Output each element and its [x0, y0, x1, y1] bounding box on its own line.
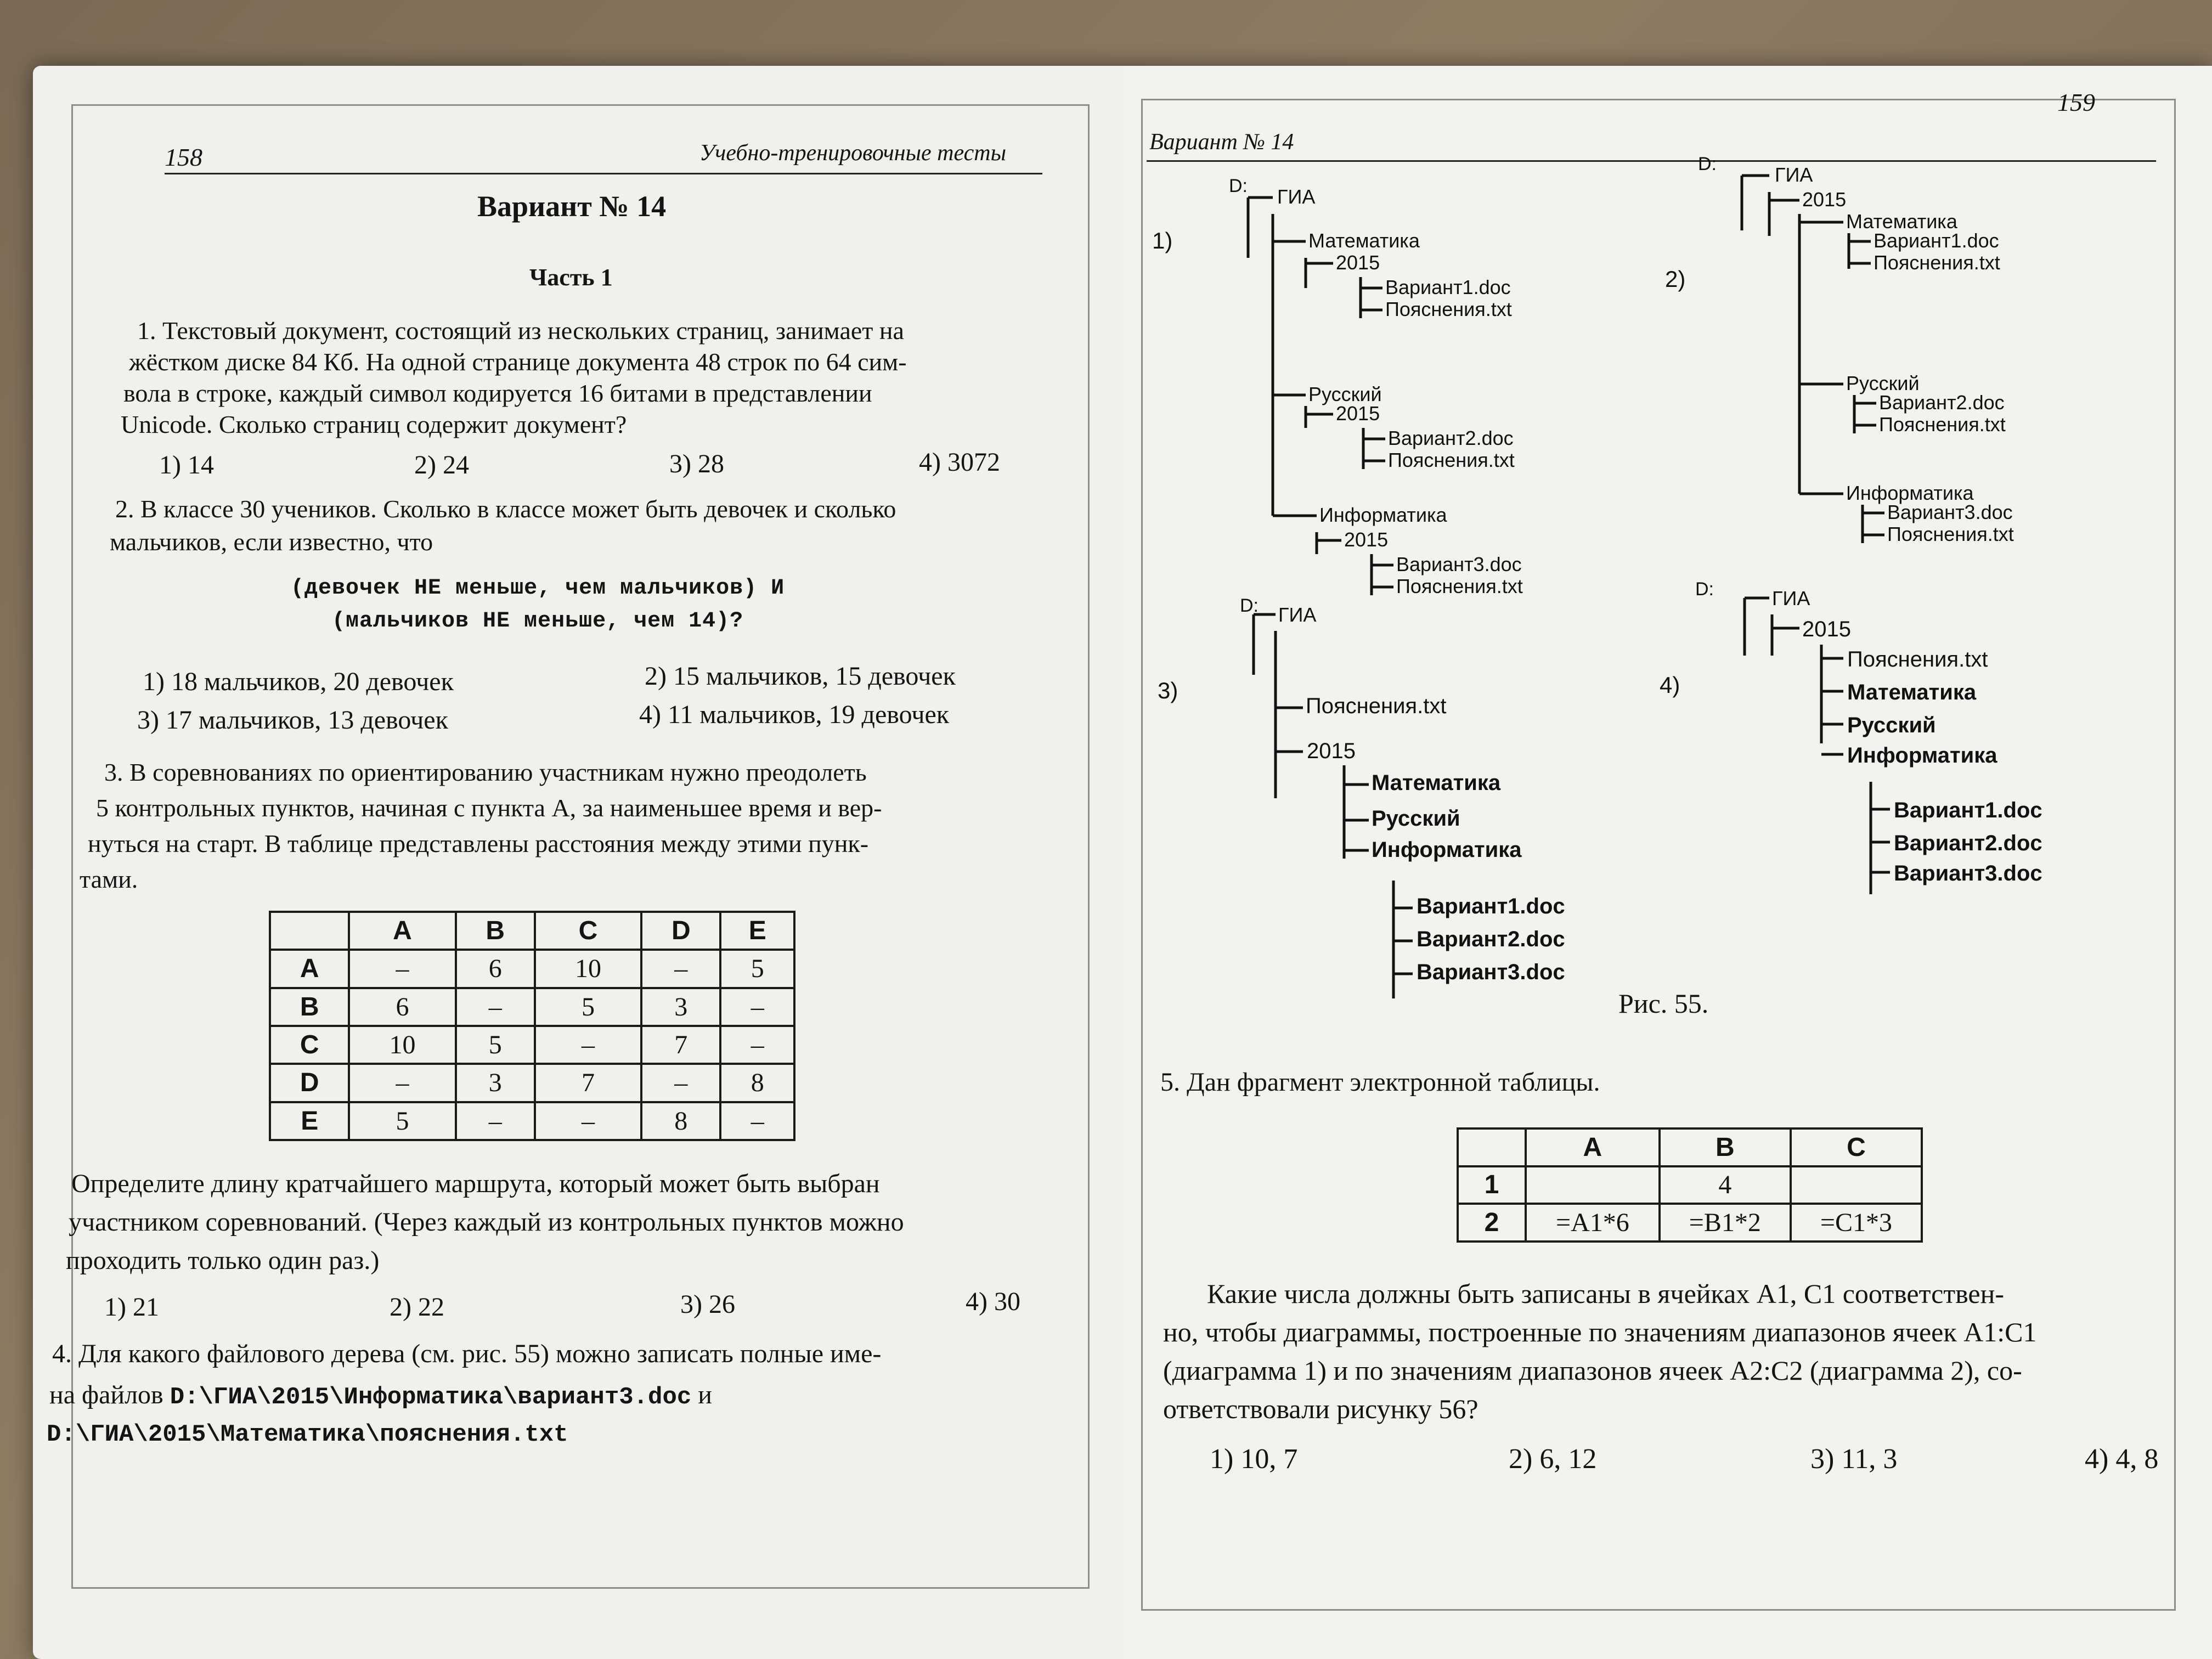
q1-line: вола в строке, каждый символ кодируется 16 битами в представлении: [123, 379, 872, 407]
tree-drive: D:: [1240, 595, 1259, 616]
part-title: Часть 1: [529, 264, 613, 291]
tree-node: Вариант2.doc: [1388, 427, 1514, 449]
tree-node: Русский: [1308, 383, 1382, 405]
q5-line: ответствовали рисунку 56?: [1163, 1393, 1479, 1424]
tree-node: Пояснения.txt: [1388, 449, 1515, 471]
tree-node: Вариант2.doc: [1879, 391, 2005, 414]
q1-line: жёстком диске 84 Кб. На одной странице документа 48 строк по 64 сим-: [129, 348, 907, 376]
spreadsheet-table: [1457, 1127, 1923, 1243]
table-cell: –: [720, 988, 794, 1026]
table-cell: 3: [641, 988, 720, 1026]
table-cell: –: [535, 1102, 641, 1140]
q3-answer: 4) 30: [966, 1287, 1020, 1316]
tree-node: Пояснения.txt: [1874, 251, 2000, 274]
table-cell: E: [720, 912, 794, 950]
table-row: [270, 1026, 794, 1064]
table-cell: 7: [641, 1026, 720, 1064]
table-cell: B: [456, 912, 535, 950]
q3-answer: 1) 21: [104, 1293, 159, 1322]
table-cell: 7: [535, 1064, 641, 1102]
tree-node: ГИА: [1772, 587, 1810, 610]
q3-line: 3. В соревнованиях по ориентированию участникам нужно преодолеть: [104, 758, 867, 786]
q4-text: на файлов: [49, 1380, 170, 1409]
table-cell: –: [641, 950, 720, 988]
table-cell: –: [535, 1026, 641, 1064]
tree-node: Математика: [1372, 771, 1501, 795]
q1-line: 1. Текстовый документ, состоящий из нескольких страниц, занимает на: [137, 317, 904, 345]
table-cell: 3: [456, 1064, 535, 1102]
q5-answer: 4) 4, 8: [2085, 1443, 2159, 1475]
tree-node: Информатика: [1847, 743, 1997, 768]
running-title: Вариант № 14: [1149, 129, 1294, 155]
q3-answer: 2) 22: [390, 1293, 444, 1322]
right-page: [1125, 66, 2212, 1659]
tree-drive: D:: [1695, 579, 1714, 600]
table-cell: C: [535, 912, 641, 950]
q2-answer: 4) 11 мальчиков, 19 девочек: [639, 700, 950, 729]
tree-node: Вариант1.doc: [1894, 798, 2042, 822]
table-row: [1458, 1204, 1922, 1242]
table-row: [270, 988, 794, 1026]
q3-after-line: участником соревнований. (Через каждый из контрольных пунктов можно: [69, 1207, 904, 1237]
tree-node: 2015: [1802, 188, 1847, 211]
left-page: [33, 66, 1114, 1659]
table-cell: C: [1791, 1128, 1922, 1166]
q5-line: Какие числа должны быть записаны в ячейках A1, C1 соответствен-: [1207, 1278, 2005, 1309]
q1-answer: 1) 14: [159, 450, 214, 479]
table-cell: C: [270, 1026, 349, 1064]
table-cell: 4: [1660, 1166, 1791, 1204]
q4-line: [49, 1380, 712, 1413]
tree-node: Русский: [1846, 372, 1920, 394]
q5-answer: 3) 11, 3: [1810, 1443, 1898, 1475]
q5-answer: 2) 6, 12: [1509, 1443, 1597, 1475]
q3-after-line: Определите длину кратчайшего маршрута, который может быть выбран: [71, 1169, 880, 1198]
table-cell: B: [270, 988, 349, 1026]
table-cell: D: [270, 1064, 349, 1102]
tree-node: 2015: [1307, 739, 1356, 763]
tree-node: 2015: [1802, 617, 1851, 641]
q1-answer: 3) 28: [669, 449, 724, 478]
table-cell: 8: [641, 1102, 720, 1140]
distance-table: [269, 911, 795, 1141]
table-cell: 2: [1458, 1204, 1526, 1242]
tree-node: Математика: [1847, 680, 1977, 704]
q3-after-line: проходить только один раз.): [66, 1246, 380, 1275]
tree-node: Вариант3.doc: [1887, 501, 2013, 523]
tree-node: ГИА: [1278, 603, 1317, 626]
table-cell: 5: [456, 1026, 535, 1064]
table-row: [1458, 1128, 1922, 1166]
q4-path: D:\ГИА\2015\Математика\пояснения.txt: [47, 1421, 568, 1448]
q2-line: мальчиков, если известно, что: [110, 528, 433, 556]
table-cell: –: [641, 1064, 720, 1102]
tree-node: Информатика: [1372, 838, 1522, 862]
table-cell: 6: [456, 950, 535, 988]
table-cell: –: [720, 1026, 794, 1064]
q1-line: Unicode. Сколько страниц содержит документ?: [121, 410, 627, 438]
tree-node: Пояснения.txt: [1879, 413, 2006, 436]
running-title: Учебно-тренировочные тесты: [699, 140, 1007, 166]
table-row: [270, 1102, 794, 1140]
table-cell: 5: [349, 1102, 455, 1140]
tree-label: 4): [1660, 672, 1680, 698]
tree-node: Вариант3.doc: [1894, 861, 2042, 885]
table-cell: 10: [535, 950, 641, 988]
header-rule: [165, 173, 1042, 174]
q3-line: 5 контрольных пунктов, начиная с пункта А, за наименьшее время и вер-: [96, 794, 882, 822]
tree-node: Вариант3.doc: [1396, 553, 1522, 575]
q5-line: (диаграмма 1) и по значениям диапазонов ячеек A2:C2 (диаграмма 2), со-: [1163, 1355, 2022, 1386]
table-row: [270, 950, 794, 988]
tree-node: Пояснения.txt: [1887, 523, 2014, 545]
q2-answer: 3) 17 мальчиков, 13 девочек: [137, 706, 448, 735]
q2-answer: 2) 15 мальчиков, 15 девочек: [645, 662, 956, 691]
table-cell: 10: [349, 1026, 455, 1064]
tree-node: Вариант1.doc: [1417, 894, 1565, 918]
q1-answer: 2) 24: [414, 450, 469, 479]
table-cell: –: [349, 1064, 455, 1102]
q5-answer: 1) 10, 7: [1210, 1443, 1298, 1475]
table-cell: –: [720, 1102, 794, 1140]
table-cell: 8: [720, 1064, 794, 1102]
tree-label: 3): [1158, 678, 1178, 703]
table-cell: A: [270, 950, 349, 988]
tree-label: 1): [1152, 228, 1173, 253]
table-cell: D: [641, 912, 720, 950]
tree-node: Русский: [1372, 806, 1460, 831]
tree-node: Математика: [1846, 210, 1957, 233]
q2-condition: (мальчиков НЕ меньше, чем 14)?: [332, 609, 744, 634]
q4-text: и: [691, 1380, 712, 1409]
table-cell: 1: [1458, 1166, 1526, 1204]
tree-drive: D:: [1229, 176, 1248, 196]
q3-line: тами.: [80, 865, 138, 893]
book-spread: [33, 66, 2212, 1659]
q2-condition: (девочек НЕ меньше, чем мальчиков) И: [291, 576, 785, 601]
q4-line: 4. Для какого файлового дерева (см. рис. 55) можно записать полные име-: [52, 1339, 882, 1368]
page-number: 158: [165, 143, 202, 171]
tree-node: 2015: [1344, 528, 1389, 551]
q3-line: нуться на старт. В таблице представлены расстояния между этими пунк-: [88, 830, 869, 857]
table-row: [270, 912, 794, 950]
table-cell: B: [1660, 1128, 1791, 1166]
tree-node: Вариант2.doc: [1894, 831, 2042, 855]
tree-node: Математика: [1308, 229, 1420, 252]
q2-line: 2. В классе 30 учеников. Сколько в классе может быть девочек и сколько: [115, 495, 896, 523]
table-row: [270, 1064, 794, 1102]
q4-path: D:\ГИА\2015\Информатика\вариант3.doc: [170, 1384, 692, 1411]
tree-node: ГИА: [1775, 163, 1813, 186]
tree-node: Русский: [1847, 713, 1936, 737]
table-cell: 5: [720, 950, 794, 988]
tree-node: Вариант3.doc: [1417, 960, 1565, 984]
q5-intro: 5. Дан фрагмент электронной таблицы.: [1160, 1068, 1600, 1097]
table-cell: =A1*6: [1526, 1204, 1660, 1242]
q1-answer: 4) 3072: [919, 448, 1000, 477]
tree-node: Вариант2.doc: [1417, 927, 1565, 951]
q5-line: но, чтобы диаграммы, построенные по значениям диапазонов ячеек A1:C1: [1163, 1317, 2037, 1347]
tree-node: Информатика: [1319, 504, 1447, 526]
table-cell: [1526, 1166, 1660, 1204]
tree-node: Пояснения.txt: [1396, 575, 1523, 597]
table-cell: 5: [535, 988, 641, 1026]
table-cell: –: [456, 1102, 535, 1140]
tree-lines: [1660, 573, 2055, 990]
table-cell: 6: [349, 988, 455, 1026]
table-cell: =C1*3: [1791, 1204, 1922, 1242]
table-cell: =B1*2: [1660, 1204, 1791, 1242]
tree-node: Вариант1.doc: [1385, 276, 1511, 298]
table-cell: –: [349, 950, 455, 988]
tree-node: Информатика: [1846, 482, 1974, 504]
table-cell: [1791, 1166, 1922, 1204]
q2-answer: 1) 18 мальчиков, 20 девочек: [143, 667, 454, 696]
variant-title: Вариант № 14: [477, 190, 667, 223]
tree-node: Пояснения.txt: [1306, 694, 1447, 718]
table-cell: [1458, 1128, 1526, 1166]
page-number: 159: [2057, 88, 2095, 116]
tree-node: ГИА: [1277, 185, 1316, 208]
tree-node: 2015: [1336, 402, 1380, 425]
table-cell: [270, 912, 349, 950]
tree-node: Вариант1.doc: [1874, 229, 1999, 252]
tree-drive: D:: [1698, 154, 1717, 174]
tree-label: 2): [1665, 266, 1686, 292]
table-cell: E: [270, 1102, 349, 1140]
tree-node: Пояснения.txt: [1847, 647, 1988, 672]
tree-node: Пояснения.txt: [1385, 298, 1512, 320]
table-row: [1458, 1166, 1922, 1204]
tree-node: 2015: [1336, 251, 1380, 274]
table-cell: –: [456, 988, 535, 1026]
q3-answer: 3) 26: [680, 1290, 735, 1319]
table-cell: A: [349, 912, 455, 950]
figure-caption: Рис. 55.: [1618, 988, 1709, 1019]
table-cell: A: [1526, 1128, 1660, 1166]
